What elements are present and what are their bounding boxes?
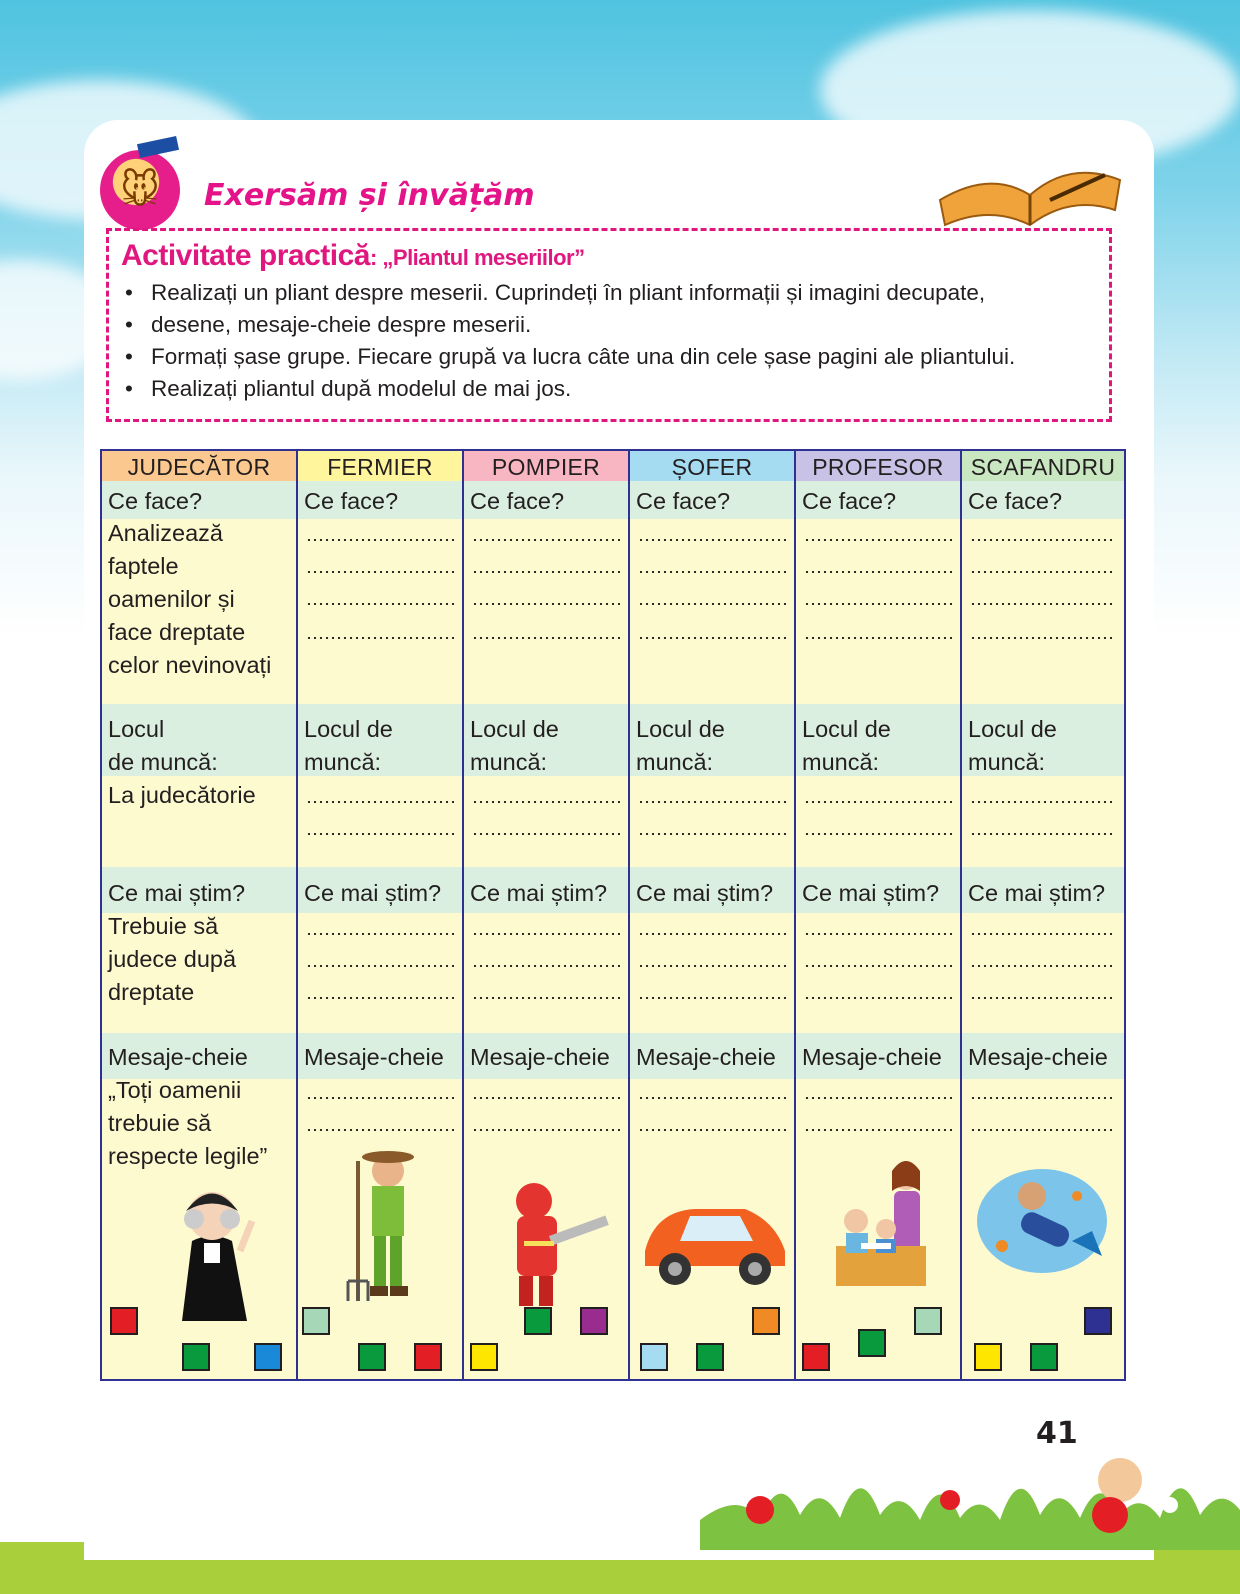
fill-in-line[interactable] xyxy=(638,603,786,605)
key-messages-label: Mesaje-cheie xyxy=(470,1044,610,1070)
job-title: JUDECĂTOR xyxy=(102,451,296,481)
job-title: FERMIER xyxy=(298,451,462,481)
work-place-label: Locul de xyxy=(470,716,559,742)
key-messages-label: Mesaje-cheie xyxy=(636,1044,776,1070)
key-messages-label: Mesaje-cheie xyxy=(304,1044,444,1070)
fill-in-line[interactable] xyxy=(472,933,620,935)
color-square xyxy=(858,1329,886,1357)
fill-in-line[interactable] xyxy=(804,1097,952,1099)
color-square xyxy=(1084,1307,1112,1335)
color-square xyxy=(640,1343,668,1371)
color-square xyxy=(358,1343,386,1371)
work-place-label: Locul xyxy=(108,716,165,742)
work-place-label: Locul de xyxy=(636,716,725,742)
fill-in-line[interactable] xyxy=(804,801,952,803)
job-column xyxy=(630,451,796,1379)
fill-in-line[interactable] xyxy=(472,965,620,967)
fill-in-line[interactable] xyxy=(970,965,1116,967)
key-messages-label: Mesaje-cheie xyxy=(108,1044,248,1070)
fill-in-line[interactable] xyxy=(638,833,786,835)
job-column xyxy=(102,451,298,1379)
fill-in-line[interactable] xyxy=(306,539,454,541)
more-facts-label: Ce mai știm? xyxy=(802,880,940,906)
job-column xyxy=(796,451,962,1379)
what-does-label: Ce face? xyxy=(636,488,731,514)
fill-in-line[interactable] xyxy=(472,833,620,835)
work-place-label: Locul de xyxy=(802,716,891,742)
fill-in-line[interactable] xyxy=(472,1097,620,1099)
work-place-label: muncă: xyxy=(802,749,880,775)
fill-in-line[interactable] xyxy=(638,1097,786,1099)
fill-in-line[interactable] xyxy=(472,603,620,605)
key-messages-label: Mesaje-cheie xyxy=(968,1044,1108,1070)
fill-in-line[interactable] xyxy=(638,933,786,935)
instruction-item: • Realizați un pliant despre meserii. Cuprindeți în pliant informații și imagini decupate, xyxy=(151,277,1097,309)
what-does-label: Ce face? xyxy=(802,488,897,514)
work-place-label: muncă: xyxy=(968,749,1046,775)
fill-in-line[interactable] xyxy=(306,637,454,639)
car-illustration-icon xyxy=(635,1181,795,1295)
fill-in-line[interactable] xyxy=(970,833,1116,835)
farmer-illustration-icon xyxy=(318,1141,438,1315)
fill-in-line[interactable] xyxy=(804,965,952,967)
job-title: PROFESOR xyxy=(796,451,960,481)
work-place-label: muncă: xyxy=(304,749,382,775)
fill-in-line[interactable] xyxy=(306,1129,454,1131)
more-facts-text: Trebuie să xyxy=(108,913,219,939)
fill-in-line[interactable] xyxy=(638,571,786,573)
fill-in-line[interactable] xyxy=(638,997,786,999)
color-square xyxy=(802,1343,830,1371)
open-book-icon xyxy=(930,140,1130,240)
color-square xyxy=(752,1307,780,1335)
what-does-label: Ce face? xyxy=(304,488,399,514)
fill-in-line[interactable] xyxy=(970,571,1116,573)
meadow-illustration xyxy=(700,1400,1240,1550)
color-square xyxy=(182,1343,210,1371)
instruction-item: • Formați șase grupe. Fiecare grupă va lucra câte una din cele șase pagini ale pliantului. xyxy=(151,341,1097,373)
more-facts-text: dreptate xyxy=(108,979,195,1005)
key-messages-label: Mesaje-cheie xyxy=(802,1044,942,1070)
instruction-item: • Realizați pliantul după modelul de mai jos. xyxy=(151,373,1097,405)
fill-in-line[interactable] xyxy=(970,637,1116,639)
more-facts-label: Ce mai știm? xyxy=(470,880,608,906)
more-facts-label: Ce mai știm? xyxy=(304,880,442,906)
fill-in-line[interactable] xyxy=(804,571,952,573)
what-does-label: Ce face? xyxy=(968,488,1063,514)
color-square xyxy=(524,1307,552,1335)
section-title: Exersăm și învățăm xyxy=(204,178,535,213)
fill-in-line[interactable] xyxy=(804,833,952,835)
job-title: POMPIER xyxy=(464,451,628,481)
what-does-label: Ce face? xyxy=(108,488,203,514)
work-place-label: muncă: xyxy=(636,749,714,775)
color-square xyxy=(580,1307,608,1335)
key-messages-text: trebuie să xyxy=(108,1110,212,1136)
fill-in-line[interactable] xyxy=(306,603,454,605)
more-facts-label: Ce mai știm? xyxy=(968,880,1106,906)
fill-in-line[interactable] xyxy=(472,571,620,573)
fill-in-line[interactable] xyxy=(472,637,620,639)
what-does-text: face dreptate xyxy=(108,619,246,645)
fill-in-line[interactable] xyxy=(804,603,952,605)
fill-in-line[interactable] xyxy=(638,637,786,639)
what-does-text: celor nevinovați xyxy=(108,652,272,678)
judge-illustration-icon xyxy=(152,1171,272,1325)
color-square xyxy=(1030,1343,1058,1371)
fill-in-line[interactable] xyxy=(306,801,454,803)
color-square xyxy=(302,1307,330,1335)
work-place-label: muncă: xyxy=(470,749,548,775)
fill-in-line[interactable] xyxy=(306,1097,454,1099)
work-place-label: Locul de xyxy=(304,716,393,742)
work-place-text: La judecătorie xyxy=(108,782,256,808)
activity-title-main: Activitate practică xyxy=(121,239,370,272)
activity-title xyxy=(121,239,1097,273)
activity-box xyxy=(106,228,1112,422)
teacher-illustration-icon xyxy=(816,1151,946,1305)
job-column xyxy=(298,451,464,1379)
what-does-text: Analizează xyxy=(108,520,223,546)
work-place-label: de muncă: xyxy=(108,749,218,775)
work-place-label: Locul de xyxy=(968,716,1057,742)
fill-in-line[interactable] xyxy=(970,997,1116,999)
fill-in-line[interactable] xyxy=(804,1129,952,1131)
fill-in-line[interactable] xyxy=(970,603,1116,605)
fill-in-line[interactable] xyxy=(638,801,786,803)
color-square xyxy=(696,1343,724,1371)
more-facts-label: Ce mai știm? xyxy=(636,880,774,906)
fill-in-line[interactable] xyxy=(804,997,952,999)
job-title: ȘOFER xyxy=(630,451,794,481)
fill-in-line[interactable] xyxy=(306,833,454,835)
jobs-leaflet-table xyxy=(100,449,1126,1381)
fill-in-line[interactable] xyxy=(970,1129,1116,1131)
job-title: SCAFANDRU xyxy=(962,451,1124,481)
fill-in-line[interactable] xyxy=(970,933,1116,935)
fill-in-line[interactable] xyxy=(472,997,620,999)
color-square xyxy=(974,1343,1002,1371)
color-square xyxy=(414,1343,442,1371)
more-facts-text: judece după xyxy=(108,946,237,972)
what-does-label: Ce face? xyxy=(470,488,565,514)
fill-in-line[interactable] xyxy=(970,539,1116,541)
fill-in-line[interactable] xyxy=(804,933,952,935)
fill-in-line[interactable] xyxy=(804,539,952,541)
color-square xyxy=(470,1343,498,1371)
mouse-mascot-icon: 🐭 xyxy=(100,150,180,230)
page-number: 41 xyxy=(1036,1416,1078,1451)
fill-in-line[interactable] xyxy=(306,997,454,999)
what-does-text: oamenilor și xyxy=(108,586,235,612)
instruction-item-continued: • desene, mesaje-cheie despre meserii. xyxy=(151,309,1097,341)
fill-in-line[interactable] xyxy=(306,571,454,573)
key-messages-text: „Toți oamenii xyxy=(108,1077,242,1103)
fill-in-line[interactable] xyxy=(638,1129,786,1131)
instruction-list xyxy=(121,277,1097,405)
fill-in-line[interactable] xyxy=(638,539,786,541)
color-square xyxy=(110,1307,138,1335)
job-column xyxy=(962,451,1124,1379)
what-does-text: faptele xyxy=(108,553,179,579)
more-facts-label: Ce mai știm? xyxy=(108,880,246,906)
activity-title-sub: : „Pliantul meseriilor” xyxy=(369,245,585,270)
firefighter-illustration-icon xyxy=(479,1171,619,1315)
color-square xyxy=(254,1343,282,1371)
fill-in-line[interactable] xyxy=(638,965,786,967)
job-column xyxy=(464,451,630,1379)
fill-in-line[interactable] xyxy=(970,1097,1116,1099)
fill-in-line[interactable] xyxy=(970,801,1116,803)
color-square xyxy=(914,1307,942,1335)
fill-in-line[interactable] xyxy=(306,933,454,935)
fill-in-line[interactable] xyxy=(472,1129,620,1131)
fill-in-line[interactable] xyxy=(306,965,454,967)
diver-illustration-icon xyxy=(972,1161,1112,1285)
fill-in-line[interactable] xyxy=(472,801,620,803)
fill-in-line[interactable] xyxy=(472,539,620,541)
fill-in-line[interactable] xyxy=(804,637,952,639)
key-messages-text: respecte legile” xyxy=(108,1143,268,1169)
